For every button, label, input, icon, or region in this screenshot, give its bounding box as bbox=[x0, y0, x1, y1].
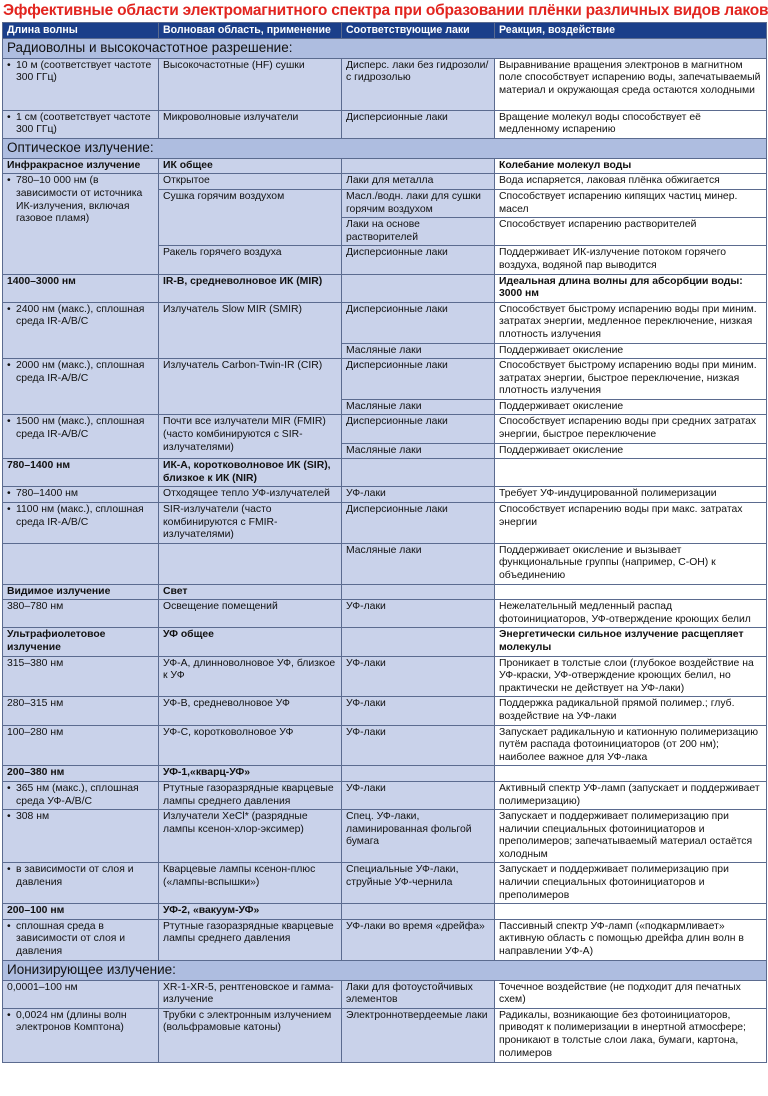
section-title-ionizing: Ионизирующее излучение: bbox=[3, 960, 767, 980]
table-cell bbox=[495, 904, 767, 920]
table-row bbox=[3, 628, 767, 656]
table-cell: Дисперс. лаки без гидрозоли/с гидрозолью bbox=[342, 58, 495, 110]
table-row bbox=[3, 174, 767, 190]
table-row bbox=[3, 487, 767, 503]
table-cell: Микроволновые излучатели bbox=[159, 110, 342, 138]
table-cell: Ракель горячего воздуха bbox=[159, 246, 342, 274]
table-row bbox=[3, 980, 767, 1008]
table-cell: Специальные УФ-лаки, струйные УФ-чернила bbox=[342, 863, 495, 904]
table-cell: Колебание молекул воды bbox=[495, 158, 767, 174]
table-cell: • 365 нм (макс.), сплошная среда УФ-А/В/С bbox=[3, 781, 159, 809]
table-cell: УФ общее bbox=[159, 628, 342, 656]
cell-text: 0,0024 нм (длины волн электронов Комптона) bbox=[16, 1009, 127, 1034]
table-cell: Отходящее тепло УФ-излучателей bbox=[159, 487, 342, 503]
column-header-reaction: Реакция, воздействие bbox=[495, 23, 767, 39]
table-cell: Сушка горячим воздухом bbox=[159, 189, 342, 245]
table-cell: Лаки для фотоустойчивых элементов bbox=[342, 980, 495, 1008]
table-cell: Поддерживает окисление bbox=[495, 443, 767, 459]
table-cell: • 2000 нм (макс.), сплошная среда IR-A/B/C bbox=[3, 359, 159, 415]
column-header-varnishes: Соответствующие лаки bbox=[342, 23, 495, 39]
cell-text: 365 нм (макс.), сплошная среда УФ-А/В/С bbox=[16, 782, 139, 807]
table-cell: • 1 см (соответствует частоте 300 ГГц) bbox=[3, 110, 159, 138]
table-row bbox=[3, 158, 767, 174]
table-row bbox=[3, 697, 767, 725]
table-cell: Дисперсионные лаки bbox=[342, 246, 495, 274]
table-cell bbox=[342, 158, 495, 174]
table-row bbox=[3, 904, 767, 920]
column-header-application: Волновая область, применение bbox=[159, 23, 342, 39]
table-cell: Спец. УФ-лаки, ламинированная фольгой бумага bbox=[342, 810, 495, 863]
table-row bbox=[3, 810, 767, 863]
cell-text: 780–10 000 нм (в зависимости от источника ИК-излучения, включая газовое пламя) bbox=[16, 175, 143, 225]
table-row bbox=[3, 415, 767, 443]
table-cell bbox=[342, 459, 495, 487]
table-cell: Дисперсионные лаки bbox=[342, 359, 495, 400]
table-cell: Пассивный спектр УФ-ламп («подкармливает» активную область с помощью дрейфа длин волн в направлении УФ-А) bbox=[495, 919, 767, 960]
table-cell bbox=[3, 543, 159, 584]
table-cell: • 308 нм bbox=[3, 810, 159, 863]
table-row bbox=[3, 274, 767, 302]
table-cell: Запускает радикальную и катионную полимеризацию путём распада фотоинициаторов (от 200 нм); наиболее важное для УФ-лака bbox=[495, 725, 767, 766]
table-cell: Вода испаряется, лаковая плёнка обжигается bbox=[495, 174, 767, 190]
table-cell: • 780–10 000 нм (в зависимости от источника ИК-излучения, включая газовое пламя) bbox=[3, 174, 159, 274]
table-cell bbox=[159, 543, 342, 584]
table-row bbox=[3, 459, 767, 487]
table-cell: Поддержка радикальной прямой полимер.; глуб. воздействие на УФ-лаки bbox=[495, 697, 767, 725]
table-cell: ИК-А, коротковолновое ИК (SIR), близкое к ИК (NIR) bbox=[159, 459, 342, 487]
table-cell: • 0,0024 нм (длины волн электронов Комптона) bbox=[3, 1008, 159, 1062]
spectrum-table bbox=[2, 22, 767, 1063]
table-cell: УФ-В, средневолновое УФ bbox=[159, 697, 342, 725]
table-cell: Проникает в толстые слои (глубокое воздействие на УФ-краски, УФ-отверждение кроющих белил, но практически не действует на УФ-лаки) bbox=[495, 656, 767, 697]
table-cell: Видимое излучение bbox=[3, 584, 159, 600]
table-cell: Дисперсионные лаки bbox=[342, 503, 495, 544]
section-row bbox=[3, 960, 767, 980]
table-cell: УФ-лаки во время «дрейфа» bbox=[342, 919, 495, 960]
table-cell: Способствует быстрому испарению воды при миним. затратах энергии, быстрое переключение, низкая плотность излучения bbox=[495, 359, 767, 400]
table-cell: Масляные лаки bbox=[342, 399, 495, 415]
table-cell: Свет bbox=[159, 584, 342, 600]
table-cell: УФ-лаки bbox=[342, 725, 495, 766]
table-row bbox=[3, 781, 767, 809]
table-cell: УФ-лаки bbox=[342, 781, 495, 809]
table-cell: Запускает и поддерживает полимеризацию при наличии специальных фотоинициаторов и преполимеров bbox=[495, 863, 767, 904]
table-cell: Способствует испарению растворителей bbox=[495, 218, 767, 246]
table-cell: Вращение молекул воды способствует её медленному испарению bbox=[495, 110, 767, 138]
table-cell: Ультрафиолетовое излучение bbox=[3, 628, 159, 656]
table-cell: Излучатель Slow MIR (SMIR) bbox=[159, 302, 342, 358]
table-cell: 200–100 нм bbox=[3, 904, 159, 920]
table-row bbox=[3, 543, 767, 584]
cell-text: 1500 нм (макс.), сплошная среда IR-A/B/C bbox=[16, 416, 145, 441]
table-cell: Ртутные газоразрядные кварцевые лампы среднего давления bbox=[159, 919, 342, 960]
table-cell: Радикалы, возникающие без фотоинициаторов, приводят к полимеризации в инертной атмосфере; проникают в толстые слои лака, бумаги, картона, полимеров bbox=[495, 1008, 767, 1062]
table-cell: 315–380 нм bbox=[3, 656, 159, 697]
table-cell: Дисперсионные лаки bbox=[342, 110, 495, 138]
table-cell: УФ-лаки bbox=[342, 656, 495, 697]
cell-text: в зависимости от слоя и давления bbox=[16, 864, 134, 889]
table-row bbox=[3, 58, 767, 110]
table-cell: УФ-С, коротковолновое УФ bbox=[159, 725, 342, 766]
table-cell: 280–315 нм bbox=[3, 697, 159, 725]
table-cell bbox=[342, 584, 495, 600]
table-cell: Излучатели XeCl* (разрядные лампы ксенон-хлор-эксимер) bbox=[159, 810, 342, 863]
table-row bbox=[3, 725, 767, 766]
table-cell: • в зависимости от слоя и давления bbox=[3, 863, 159, 904]
table-cell: УФ-А, длинноволновое УФ, близкое к УФ bbox=[159, 656, 342, 697]
table-cell: • 780–1400 нм bbox=[3, 487, 159, 503]
table-cell: Ртутные газоразрядные кварцевые лампы среднего давления bbox=[159, 781, 342, 809]
table-cell: XR-1-XR-5, рентгеновское и гамма-излучение bbox=[159, 980, 342, 1008]
table-cell: УФ-2, «вакуум-УФ» bbox=[159, 904, 342, 920]
table-cell: Поддерживает окисление и вызывает функциональные группы (например, С-ОН) к объединению bbox=[495, 543, 767, 584]
section-row bbox=[3, 38, 767, 58]
table-cell: Масляные лаки bbox=[342, 443, 495, 459]
table-row bbox=[3, 302, 767, 343]
section-title-optical: Оптическое излучение: bbox=[3, 138, 767, 158]
table-cell bbox=[495, 584, 767, 600]
table-cell: Излучатель Carbon-Twin-IR (CIR) bbox=[159, 359, 342, 415]
table-cell: Способствует испарению кипящих частиц минер. масел bbox=[495, 189, 767, 217]
table-cell bbox=[495, 459, 767, 487]
table-cell: Энергетически сильное излучение расщепляет молекулы bbox=[495, 628, 767, 656]
cell-text: 2400 нм (макс.), сплошная среда IR-A/B/C bbox=[16, 303, 145, 328]
table-cell: 780–1400 нм bbox=[3, 459, 159, 487]
table-row bbox=[3, 359, 767, 400]
page-title: Эффективные области электромагнитного спектра при образовании плёнки различных видов лаков bbox=[3, 2, 768, 19]
table-cell: Открытое bbox=[159, 174, 342, 190]
table-cell bbox=[342, 628, 495, 656]
cell-text: 1100 нм (макс.), сплошная среда IR-A/B/C bbox=[16, 504, 144, 528]
table-cell: IR-B, средневолновое ИК (MIR) bbox=[159, 274, 342, 302]
table-cell: • 10 м (соответствует частоте 300 ГГц) bbox=[3, 58, 159, 110]
cell-text: 10 м (соответствует частоте 300 ГГц) bbox=[16, 59, 152, 84]
table-cell: Поддерживает окисление bbox=[495, 399, 767, 415]
table-cell: Поддерживает окисление bbox=[495, 343, 767, 359]
table-cell: Электроннотвердеемые лаки bbox=[342, 1008, 495, 1062]
table-cell: • 2400 нм (макс.), сплошная среда IR-A/B/C bbox=[3, 302, 159, 358]
table-row bbox=[3, 766, 767, 782]
table-cell: • 1100 нм (макс.), сплошная среда IR-A/B/C bbox=[3, 503, 159, 544]
table-cell: Требует УФ-индуцированной полимеризации bbox=[495, 487, 767, 503]
table-cell: Дисперсионные лаки bbox=[342, 302, 495, 343]
table-row bbox=[3, 600, 767, 628]
table-cell: 1400–3000 нм bbox=[3, 274, 159, 302]
table-cell bbox=[342, 904, 495, 920]
table-cell bbox=[495, 766, 767, 782]
table-cell bbox=[342, 274, 495, 302]
table-cell bbox=[342, 766, 495, 782]
table-cell: Активный спектр УФ-ламп (запускает и поддерживает полимеризацию) bbox=[495, 781, 767, 809]
table-row bbox=[3, 656, 767, 697]
table-cell: Масл./водн. лаки для сушки горячим воздухом bbox=[342, 189, 495, 217]
table-cell: Почти все излучатели MIR (FMIR) (часто комбинируются с SIR-излучателями) bbox=[159, 415, 342, 459]
table-cell: Инфракрасное излучение bbox=[3, 158, 159, 174]
table-cell: Выравнивание вращения электронов в магнитном поле способствует испарению воды, запечатываемый материал и окружающая среда остаются холодными bbox=[495, 58, 767, 110]
table-cell: Лаки для металла bbox=[342, 174, 495, 190]
table-row bbox=[3, 919, 767, 960]
section-title-radio: Радиоволны и высокочастотное разрешение: bbox=[3, 38, 767, 58]
cell-text: 2000 нм (макс.), сплошная среда IR-A/B/C bbox=[16, 360, 145, 384]
table-cell: Способствует испарению воды при средних затратах энергии, быстрое переключение bbox=[495, 415, 767, 443]
table-cell: Высокочастотные (HF) сушки bbox=[159, 58, 342, 110]
table-cell: Масляные лаки bbox=[342, 543, 495, 584]
table-cell: Лаки на основе растворителей bbox=[342, 218, 495, 246]
table-cell: • 1500 нм (макс.), сплошная среда IR-A/B/C bbox=[3, 415, 159, 459]
cell-text: 1 см (соответствует частоте 300 ГГц) bbox=[16, 111, 151, 136]
table-row bbox=[3, 863, 767, 904]
table-cell: Поддерживает ИК-излучение потоком горячего воздуха, водяной пар выводится bbox=[495, 246, 767, 274]
table-cell: Освещение помещений bbox=[159, 600, 342, 628]
table-cell: Точечное воздействие (не подходит для печатных схем) bbox=[495, 980, 767, 1008]
table-row bbox=[3, 584, 767, 600]
column-header-wavelength: Длина волны bbox=[3, 23, 159, 39]
cell-text: 308 нм bbox=[16, 811, 50, 823]
table-cell: ИК общее bbox=[159, 158, 342, 174]
table-cell: Дисперсионные лаки bbox=[342, 415, 495, 443]
table-row bbox=[3, 110, 767, 138]
table-header bbox=[3, 23, 767, 39]
table-cell: 100–280 нм bbox=[3, 725, 159, 766]
table-cell: Нежелательный медленный распад фотоинициаторов, УФ-отверждение кроющих белил bbox=[495, 600, 767, 628]
cell-text: 780–1400 нм bbox=[16, 488, 78, 500]
table-cell: Способствует испарению воды при макс. затратах энергии bbox=[495, 503, 767, 544]
table-cell: 0,0001–100 нм bbox=[3, 980, 159, 1008]
table-cell: 380–780 нм bbox=[3, 600, 159, 628]
table-cell: Кварцевые лампы ксенон-плюс («лампы-вспышки») bbox=[159, 863, 342, 904]
table-cell: Идеальная длина волны для абсорбции воды: 3000 нм bbox=[495, 274, 767, 302]
cell-text: сплошная среда в зависимости от слоя и давления bbox=[16, 920, 126, 958]
section-row bbox=[3, 138, 767, 158]
table-cell: Масляные лаки bbox=[342, 343, 495, 359]
table-row bbox=[3, 1008, 767, 1062]
table-cell: УФ-лаки bbox=[342, 600, 495, 628]
table-cell: • сплошная среда в зависимости от слоя и давления bbox=[3, 919, 159, 960]
table-cell: Трубки с электронным излучением (вольфрамовые катоны) bbox=[159, 1008, 342, 1062]
table-row bbox=[3, 503, 767, 544]
table-cell: УФ-лаки bbox=[342, 487, 495, 503]
table-cell: Запускает и поддерживает полимеризацию при наличии специальных фотоинициаторов и преполимеров; запечатываемый материал остаётся холодным bbox=[495, 810, 767, 863]
table-cell: SIR-излучатели (часто комбинируются с FMIR-излучателями) bbox=[159, 503, 342, 544]
table-cell: УФ-1,«кварц-УФ» bbox=[159, 766, 342, 782]
table-cell: Способствует быстрому испарению воды при миним. затратах энергии, медленное переключение, низкая плотность излучения bbox=[495, 302, 767, 343]
table-cell: 200–380 нм bbox=[3, 766, 159, 782]
table-cell: УФ-лаки bbox=[342, 697, 495, 725]
